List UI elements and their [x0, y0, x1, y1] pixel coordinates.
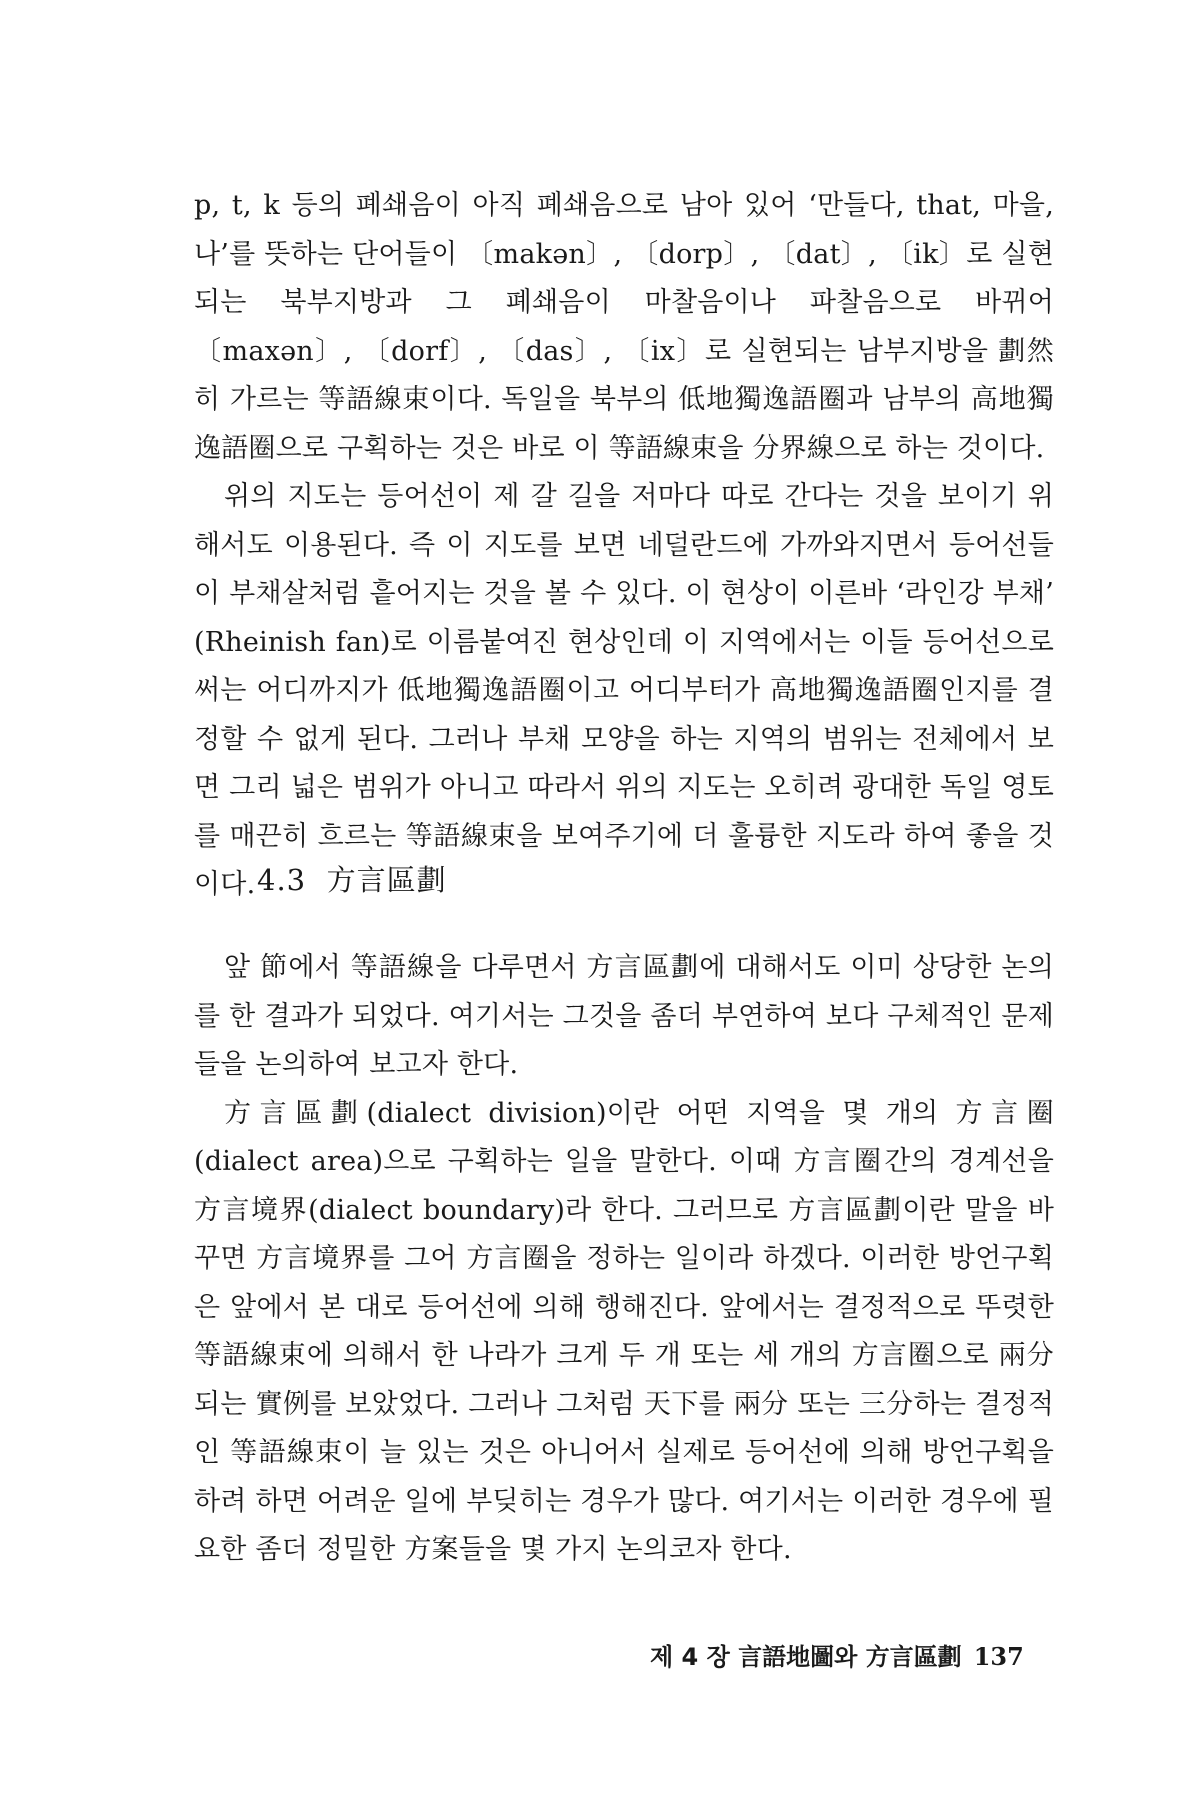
- page-number: 137: [973, 1642, 1024, 1671]
- body-text-bottom: [194, 944, 1054, 1575]
- section-heading: [257, 858, 447, 899]
- paragraph-intro: 앞 節에서 等語線을 다루면서 方言區劃에 대해서도 이미 상당한 논의를 한 결과가 되었다. 여기서는 그것을 좀더 부연하여 보다 구체적인 문제들을 논의하여 보고자 한다.: [194, 952, 1054, 1080]
- running-footer: [650, 1637, 1024, 1672]
- paragraph-dialect-division: 方言區劃(dialect division)이란 어떤 지역을 몇 개의 方言圈(dialect area)으로 구획하는 일을 말한다. 이때 方言圈간의 경계선을 方言境界(dialect boundary)라 한다. 그러므로 方言區劃이란 말을 바꾸면 方言境界를 그어 方言圈을 정하는 일이라 하겠다. 이러한 방언구획은 앞에서 본 대로 등어선에 의해 행해진다. 앞에서는 결정적으로 뚜렷한 等語線束에 의해서 한 나라가 크게 두 개 또는 세 개의 方言圈으로 兩分되는 實例를 보았었다. 그러나 그처럼 天下를 兩分 또는 三分하는 결정적인 等語線束이 늘 있는 것은 아니어서 실제로 등어선에 의해 방언구획을 하려 하면 어려운 일에 부딪히는 경우가 많다. 여기서는 이러한 경우에 필요한 좀더 정밀한 方案들을 몇 가지 논의코자 한다.: [194, 1097, 1054, 1565]
- footer-chapter-title: 제 4 장 言語地圖와 方言區劃: [650, 1643, 962, 1671]
- section-title: 方言區劃: [326, 863, 447, 897]
- paragraph-fan-map: 위의 지도는 등어선이 제 갈 길을 저마다 따로 간다는 것을 보이기 위해서도 이용된다. 즉 이 지도를 보면 네덜란드에 가까와지면서 등어선들이 부채살처럼 흩어지는 것을 볼 수 있다. 이 현상이 이른바 ‘라인강 부채’ (Rheinish fan)로 이름붙여진 현상인데 이 지역에서는 이들 등어선으로써는 어디까지가 低地獨逸語圈이고 어디부터가 高地獨逸語圈인지를 결정할 수 없게 된다. 그러나 부채 모양을 하는 지역의 범위는 전체에서 보면 그리 넓은 범위가 아니고 따라서 위의 지도는 오히려 광대한 독일 영토를 매끈히 흐르는 等語線束을 보여주기에 더 훌륭한 지도라 하여 좋을 것이다.: [194, 481, 1054, 900]
- paragraph-continuation: p, t, k 등의 폐쇄음이 아직 폐쇄음으로 남아 있어 ‘만들다, that, 마을, 나’를 뜻하는 단어들이 〔makən〕, 〔dorp〕, 〔dat〕, 〔ik〕로 실현되는 북부지방과 그 폐쇄음이 마찰음이나 파찰음으로 바뀌어 〔maxən〕, 〔dorf〕, 〔das〕, 〔ix〕로 실현되는 남부지방을 劃然히 가르는 等語線束이다. 독일을 북부의 低地獨逸語圈과 남부의 高地獨逸語圈으로 구획하는 것은 바로 이 等語線束을 分界線으로 하는 것이다.: [194, 190, 1054, 464]
- body-text-top: [194, 182, 1054, 910]
- section-number: 4.3: [257, 863, 307, 897]
